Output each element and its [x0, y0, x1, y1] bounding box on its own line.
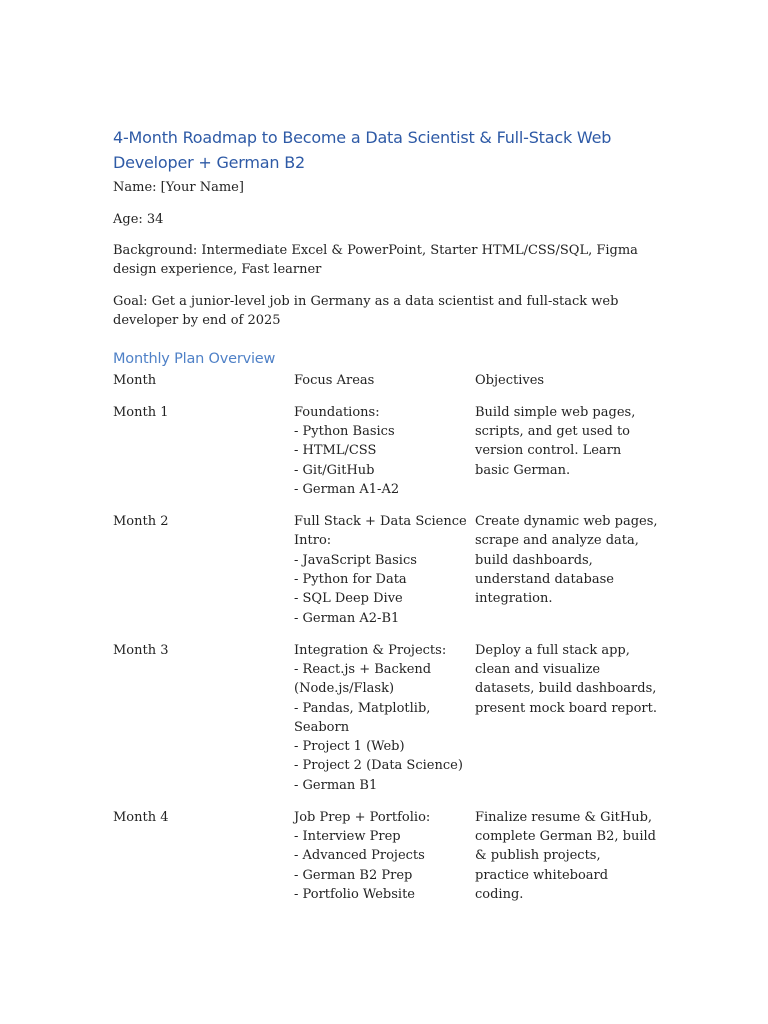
focus-item: - German B2 Prep — [294, 867, 413, 883]
header-focus-areas: Focus Areas — [294, 372, 375, 388]
month-cell: Month 4 — [113, 809, 169, 825]
table-row — [113, 512, 658, 628]
focus-item: - React.js + Backend (Node.js/Flask) — [294, 661, 432, 697]
month-cell: Month 3 — [113, 642, 169, 658]
header-month: Month — [113, 372, 157, 388]
focus-item: - German B1 — [294, 777, 378, 793]
objectives-cell: Finalize resume & GitHub, complete German B2, build & publish projects, practice whiteboard coding. — [475, 809, 656, 902]
focus-item: - HTML/CSS — [294, 443, 377, 459]
objectives-cell: Build simple web pages, scripts, and get used to version control. Learn basic German. — [475, 404, 636, 478]
table-row — [113, 403, 658, 499]
focus-item: - Advanced Projects — [294, 848, 425, 864]
focus-item: - Portfolio Website — [294, 886, 415, 902]
section-heading: Monthly Plan Overview — [113, 350, 276, 367]
table-header-row — [113, 371, 658, 390]
focus-item: - SQL Deep Dive — [294, 591, 403, 607]
month-cell: Month 2 — [113, 514, 169, 530]
table-row — [113, 808, 658, 904]
name-line: Name: [Your Name] — [113, 180, 244, 195]
focus-item: Job Prep + Portfolio: — [294, 809, 431, 825]
focus-cell — [294, 512, 475, 628]
focus-cell — [294, 403, 475, 499]
goal-line: Goal: Get a junior-level job in Germany as a data scientist and full-stack web developer by end of 2025 — [113, 294, 619, 329]
document-title: 4-Month Roadmap to Become a Data Scientist & Full-Stack Web Developer + German B2 — [113, 128, 612, 172]
focus-item: - JavaScript Basics — [294, 552, 417, 568]
focus-item: Integration & Projects: — [294, 642, 447, 658]
focus-cell — [294, 808, 475, 904]
plan-table — [113, 371, 658, 905]
focus-item: - German A2-B1 — [294, 610, 400, 626]
focus-cell — [294, 641, 475, 795]
focus-item: Full Stack + Data Science Intro: — [294, 514, 467, 549]
objectives-cell: Deploy a full stack app, clean and visualize datasets, build dashboards, present mock board report. — [475, 642, 657, 716]
document-page — [113, 125, 658, 917]
header-objectives: Objectives — [475, 372, 545, 388]
focus-item: - Python Basics — [294, 424, 395, 440]
focus-item: - Interview Prep — [294, 829, 401, 845]
age-line: Age: 34 — [113, 211, 164, 227]
focus-item: - Pandas, Matplotlib, Seaborn — [294, 700, 431, 735]
focus-item: - Project 2 (Data Science) — [294, 758, 463, 774]
month-cell: Month 1 — [113, 404, 169, 420]
focus-item: Foundations: — [294, 404, 380, 420]
focus-item: - Project 1 (Web) — [294, 739, 405, 755]
table-row — [113, 641, 658, 795]
background-line: Background: Intermediate Excel & PowerPoint, Starter HTML/CSS/SQL, Figma design experience, Fast learner — [113, 243, 638, 278]
objectives-cell: Create dynamic web pages, scrape and analyze data, build dashboards, understand database integration. — [475, 514, 658, 607]
focus-item: - Git/GitHub — [294, 462, 375, 478]
focus-item: - Python for Data — [294, 571, 407, 587]
focus-item: - German A1-A2 — [294, 481, 400, 497]
